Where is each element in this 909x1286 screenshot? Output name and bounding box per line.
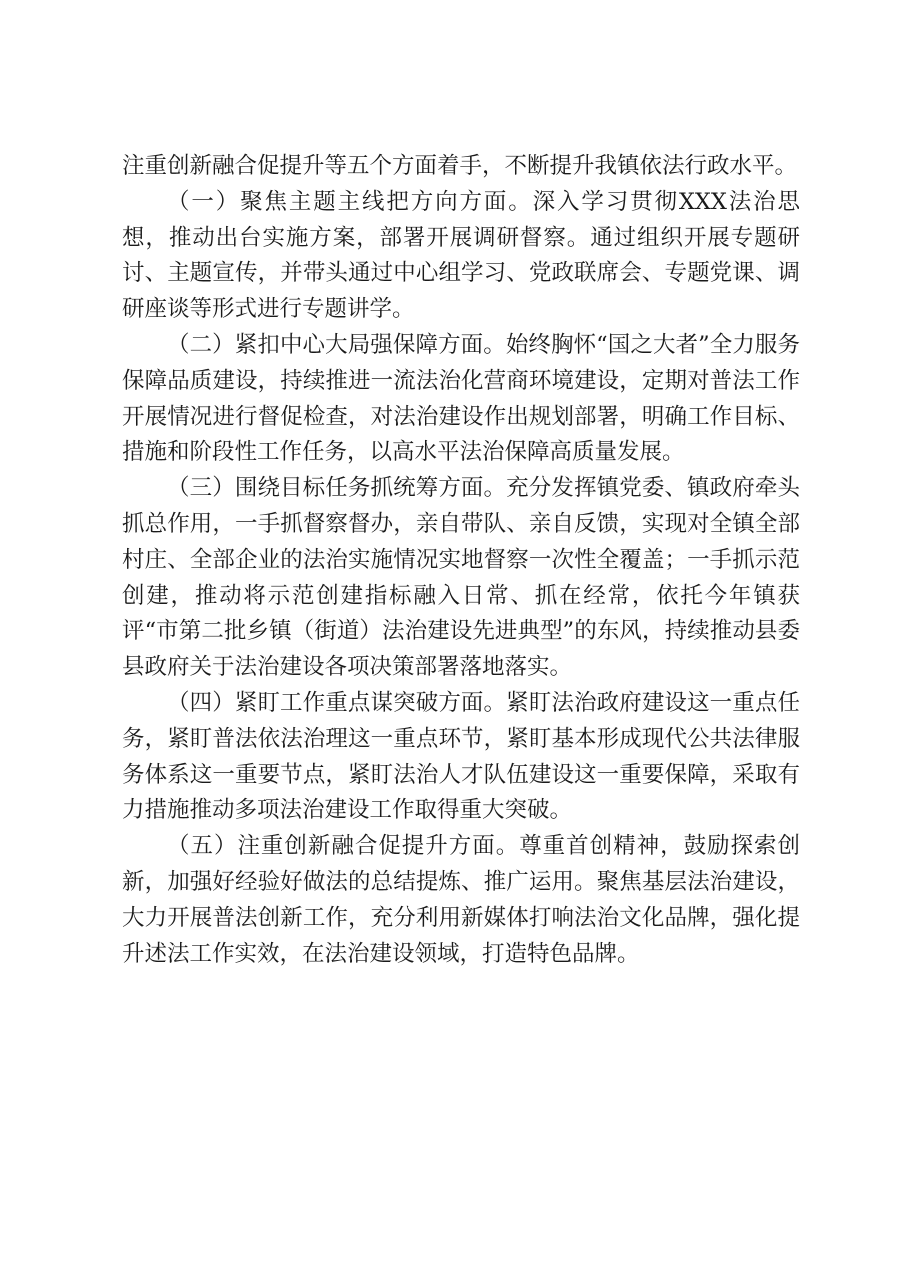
paragraph-section-3: （三）围绕目标任务抓统筹方面。充分发挥镇党委、镇政府牵头抓总作用，一手抓督察督办，亲自带队、亲自反馈，实现对全镇全部村庄、全部企业的法治实施情况实地督察一次性全覆盖；一手抓示范创建，推动将示范创建指标融入日常、抓在经常，依托今年镇获评“市第二批乡镇（街道）法治建设先进典型”的东风，持续推动县委县政府关于法治建设各项决策部署落地落实。 [122,475,800,681]
paragraph-section-5: （五）注重创新融合促提升方面。尊重首创精神，鼓励探索创新，加强好经验好做法的总结提炼、推广运用。聚焦基层法治建设，大力开展普法创新工作，充分利用新媒体打响法治文化品牌，强化提升述法工作实效，在法治建设领域，打造特色品牌。 [122,833,800,967]
paragraph-section-4: （四）紧盯工作重点谋突破方面。紧盯法治政府建设这一重点任务，紧盯普法依法治理这一重点环节，紧盯基本形成现代公共法律服务体系这一重要节点，紧盯法治人才队伍建设这一重要保障，采取有力措施推动多项法治建设工作取得重大突破。 [122,689,800,824]
paragraph-section-2: （二）紧扣中心大局强保障方面。始终胸怀“国之大者”全力服务保障品质建设，持续推进一流法治化营商环境建设，定期对普法工作开展情况进行督促检查，对法治建设作出规划部署，明确工作目标、措施和阶段性工作任务，以高水平法治保障高质量发展。 [122,331,800,466]
document-body [122,149,800,972]
paragraph-continuation: 注重创新融合促提升等五个方面着手，不断提升我镇依法行政水平。 [122,153,798,179]
paragraph-section-1: （一）聚焦主题主线把方向方面。深入学习贯彻XXX法治思想，推动出台实施方案，部署开展调研督察。通过组织开展专题研讨、主题宣传，并带头通过中心组学习、党政联席会、专题党课、调研座谈等形式进行专题讲学。 [122,188,800,323]
